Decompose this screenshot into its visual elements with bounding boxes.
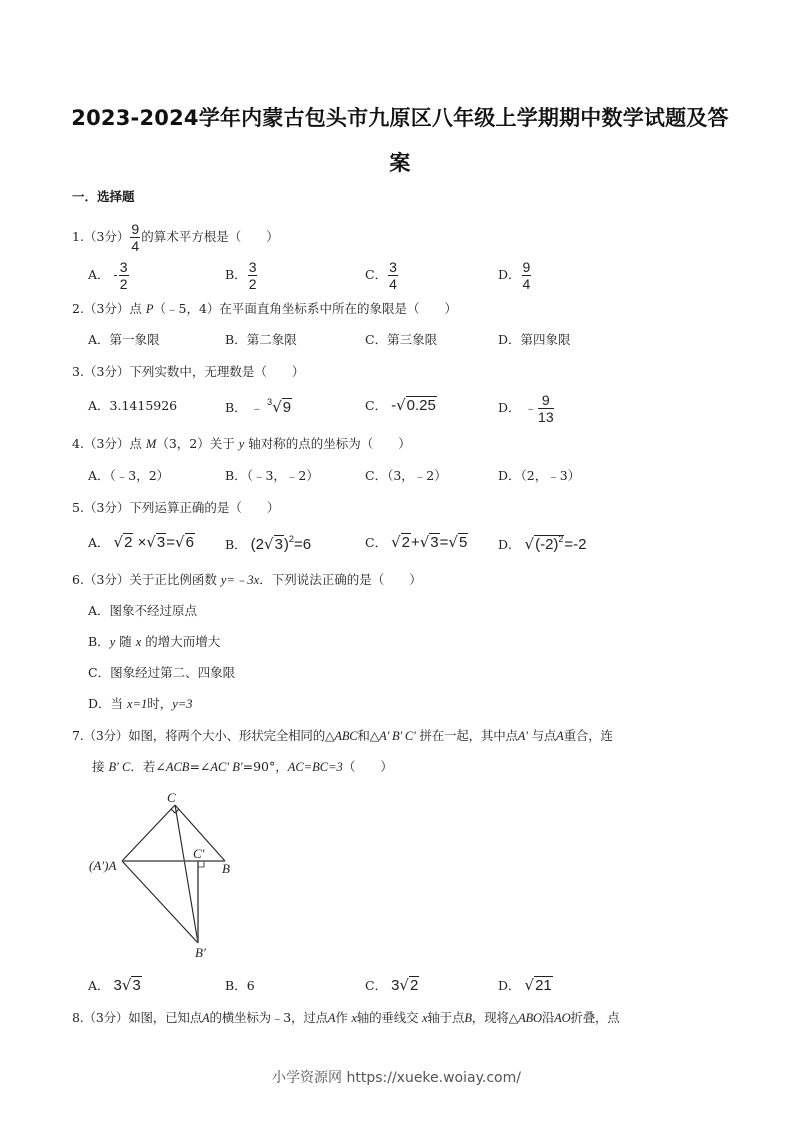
segment-ac [122,805,175,861]
question-6-option-a: A．图象不经过原点 [88,603,198,618]
right-angle-c-prime [198,861,204,867]
question-score: （3分） [83,229,130,244]
question-2-option-b: B．第二象限 [225,332,297,347]
question-7-figure [80,780,260,970]
question-4-option-d: D．（2，﹣3） [498,468,581,483]
question-5-option-a: A． √2 ×√3=√6 [88,533,194,551]
question-2-option-a: A．第一象限 [88,332,160,347]
question-7-option-a: A． 3√3 [88,976,141,994]
label-b: B [222,861,230,876]
question-5-option-c: C． √2+√3=√5 [365,533,468,551]
question-8-stem: 8.（3分）如图，已知点A的横坐标为﹣3，过点A作 x轴的垂线交 x轴于点B，现将△ABO沿AO折叠，点 [72,1010,620,1025]
question-2-option-d: D．第四象限 [498,332,571,347]
question-7-option-b: B．6 [225,978,255,993]
right-angle-c [171,809,179,813]
question-2-option-c: C．第三象限 [365,332,438,347]
question-6-stem: 6.（3分）关于正比例函数 y=﹣3x．下列说法正确的是（ ） [72,572,422,587]
question-3-option-a: A．3.1415926 [88,398,178,413]
label-c-prime: C′ [193,846,205,861]
question-7-stem-line2: 接 B′ C．若∠ACB=∠AC′ B′=90°，AC=BC=3（ ） [92,759,393,774]
question-6-option-d: D．当 x=1时，y=3 [88,696,193,711]
question-5-option-b: B． $(2√3)^2=6$ [225,534,312,553]
question-5-stem: 5.（3分）下列运算正确的是（ ） [72,500,280,515]
document-title-line2: 案 [389,151,411,175]
label-c: C [167,790,176,805]
footer-source-link[interactable]: 小学资源网 https://xueke.woiay.com/ [272,1070,521,1086]
question-3-option-d: D． ﹣ $\frac{9}{13}$ [498,392,554,425]
question-4-stem: 4.（3分）点 M（3，2）关于 y 轴对称的点的坐标为（ ） [72,436,411,451]
question-4-option-a: A．（﹣3，2） [88,468,170,483]
question-1-option-b: B． $\frac{3}{2}$ [225,259,257,292]
label-b-prime: B′ [195,945,206,960]
question-7-option-c: C． 3√2 [365,976,419,994]
question-5-option-d: D． $√(-2)^2=-2$ [498,534,587,553]
question-1-option-d: D． $\frac{9}{4}$ [498,259,531,292]
question-4-option-c: C．（3，﹣2） [365,468,447,483]
document-title-line1: 2023-2024学年内蒙古包头市九原区八年级上学期期中数学试题及答 [71,106,729,130]
question-number: 1. [72,229,84,244]
question-1-stem [72,222,279,253]
question-3-option-b: B． ﹣ $^3$√9 [225,397,292,416]
question-3-stem: 3.（3分）下列实数中，无理数是（ ） [72,364,305,379]
label-a: (A′)A [89,858,117,873]
fraction: $\frac{9}{4}$ [131,221,140,254]
question-text: 的算术平方根是（ ） [141,229,279,244]
question-1-option-c: C． $\frac{3}{4}$ [365,259,397,292]
question-7-stem-line1: 7.（3分）如图，将两个大小、形状完全相同的△ABC和△A′ B′ C′ 拼在一起，其中点A′ 与点A重合，连 [72,728,613,743]
question-7-option-d: D． √21 [498,976,552,994]
section-heading: 一．选择题 [72,189,135,204]
question-2-stem: 2.（3分）点 P（﹣5，4）在平面直角坐标系中所在的象限是（ ） [72,301,457,316]
question-6-option-b: B．y 随 x 的增大而增大 [88,634,221,649]
question-1-option-a: A． - $\frac{3}{2}$ [88,259,128,292]
question-4-option-b: B．（﹣3，﹣2） [225,468,319,483]
question-6-option-c: C．图象经过第二、四象限 [88,665,236,680]
question-3-option-c: C． -√0.25 [365,396,436,414]
